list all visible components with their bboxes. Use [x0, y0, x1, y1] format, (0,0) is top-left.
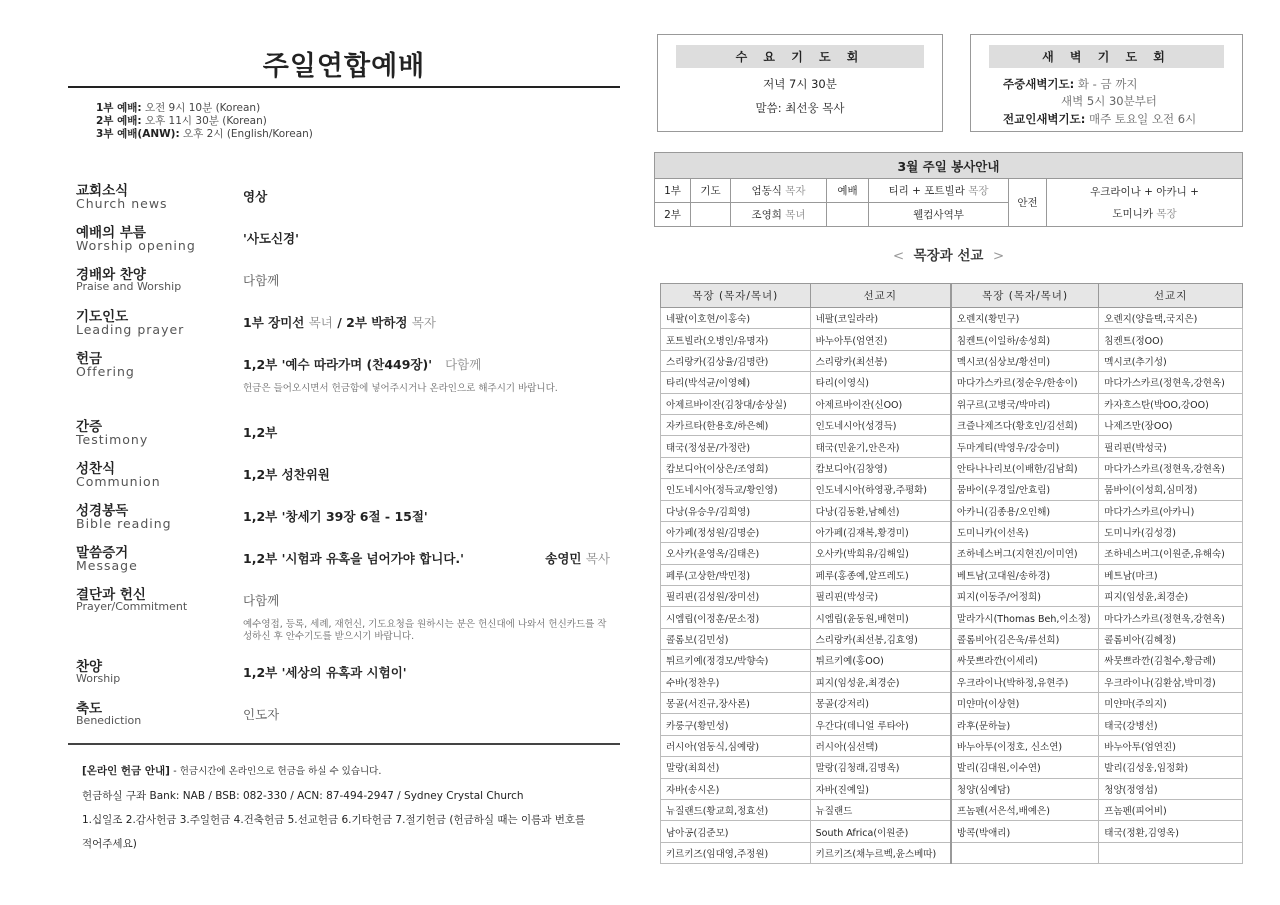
table-cell: 몽골(서진규,장사론)	[661, 693, 811, 714]
order-item: 결단과 헌신 Prayer/Commitment 다함께	[76, 587, 280, 613]
order-item: 찬양 Worship 1,2부 '세상의 유혹과 시험이'	[76, 659, 407, 685]
table-cell: 필리핀(김성원/장미선)	[661, 586, 811, 607]
table-cell: 크즐나제즈다(황호인/김선희)	[951, 414, 1099, 435]
table-row	[661, 564, 1243, 585]
table-cell: 도미니카(이선옥)	[951, 521, 1099, 542]
table-cell: 말라가시(Thomas Beh,이소정)	[951, 607, 1099, 628]
table-cell: 태국(정환,김영옥)	[1099, 821, 1243, 842]
table-row	[661, 500, 1243, 521]
order-item: 축도 Benediction 인도자	[76, 701, 280, 727]
table-cell: 수바(정찬우)	[661, 671, 811, 692]
table-cell: 싸뭇쁘라깐(이세리)	[951, 650, 1099, 671]
table-cell: 튀르키예(정경모/박향숙)	[661, 650, 811, 671]
table-cell: 러시아(심선택)	[810, 735, 951, 756]
table-row	[661, 778, 1243, 799]
table-cell: 뉴질랜드(황교희,정효선)	[661, 799, 811, 820]
table-cell: 스리랑카(김상율/김명란)	[661, 350, 811, 371]
table-row	[661, 693, 1243, 714]
order-item: 기도인도 Leading prayer 1부 장미선 목녀 / 2부 박하정 목자	[76, 309, 436, 337]
table-row	[661, 757, 1243, 778]
table-cell: 마다가스카르(정현욱,강현옥)	[1099, 607, 1243, 628]
table-row	[661, 735, 1243, 756]
table-cell: 발리(김대원,이수연)	[951, 757, 1099, 778]
table-cell: 청양(심예담)	[951, 778, 1099, 799]
table-row	[661, 457, 1243, 478]
table-cell: 카자흐스탄(박OO,강OO)	[1099, 393, 1243, 414]
table-cell: 카룽구(황민성)	[661, 714, 811, 735]
table-cell: 우크라이나(박하정,유현주)	[951, 671, 1099, 692]
table-row	[661, 543, 1243, 564]
table-cell: 프놈펜(서은석,배예은)	[951, 799, 1099, 820]
table-cell: 피지(임성윤,최경순)	[1099, 586, 1243, 607]
table-cell: 태국(정성문/가정란)	[661, 436, 811, 457]
table-row	[661, 607, 1243, 628]
table-row	[661, 586, 1243, 607]
table-cell: 오렌지(황민구)	[951, 308, 1099, 329]
table-cell: 네팔(이호현/이홍숙)	[661, 308, 811, 329]
table-cell: 태국(민윤기,안은자)	[810, 436, 951, 457]
table-cell: 튀르키예(홍OO)	[810, 650, 951, 671]
table-cell: 말랑(김청래,김명옥)	[810, 757, 951, 778]
bank-account: 헌금하실 구좌 Bank: NAB / BSB: 082-330 / ACN: 87-494-2947 / Sydney Crystal Church	[82, 790, 524, 802]
table-cell: 발리(김성웅,임정화)	[1099, 757, 1243, 778]
table-cell: 우간다(데니얼 루타아)	[810, 714, 951, 735]
table-row	[661, 521, 1243, 542]
table-cell: 페루(홍종예,알프레도)	[810, 564, 951, 585]
table-cell: 뭄바이(이성희,심미정)	[1099, 479, 1243, 500]
table-cell: 안타나나리보(이배한/김남희)	[951, 457, 1099, 478]
table-cell: 시엠립(윤동원,배현미)	[810, 607, 951, 628]
mission-header: 목장 (목자/목녀)	[661, 284, 811, 308]
table-cell: 뭄바이(우경일/안효림)	[951, 479, 1099, 500]
service-times	[96, 102, 620, 141]
preacher: 송영민 목사	[545, 551, 610, 566]
offering-note: 헌금은 들어오시면서 헌금함에 넣어주시거나 온라인으로 해주시기 바랍니다.	[243, 383, 558, 394]
table-cell: 러시아(엄동식,심예랑)	[661, 735, 811, 756]
offering-categories: 1.십일조 2.감사헌금 3.주일헌금 4.건축헌금 5.선교헌금 6.기타헌금 7.절기헌금 (헌금하실 때는 이름과 번호를	[82, 814, 586, 826]
order-item: 예배의 부름 Worship opening '사도신경'	[76, 225, 299, 253]
page-title: 주일연합예배	[68, 38, 620, 88]
table-cell: 콜롬비아(김은욱/류선희)	[951, 628, 1099, 649]
table-row	[661, 393, 1243, 414]
table-row	[661, 329, 1243, 350]
table-cell: 남아공(김준모)	[661, 821, 811, 842]
table-cell: 라후(문하늘)	[951, 714, 1099, 735]
table-cell: 침켄트(정OO)	[1099, 329, 1243, 350]
service-time-3: 3부 예배(ANW): 오후 2시 (English/Korean)	[96, 128, 313, 140]
order-item: 성경봉독 Bible reading 1,2부 '창세기 39장 6절 - 15절'	[76, 503, 428, 531]
worship-order-page	[68, 38, 620, 856]
table-row	[661, 308, 1243, 329]
table-cell: 타리(박석균/이영혜)	[661, 372, 811, 393]
table-cell: 자카르타(한용호/하은혜)	[661, 414, 811, 435]
table-cell	[1099, 842, 1243, 863]
table-cell: 베트남(고대원/송하경)	[951, 564, 1099, 585]
table-cell: 우크라이나(김환삼,박미경)	[1099, 671, 1243, 692]
wednesday-prayer-title: 수 요 기 도 회	[676, 45, 924, 68]
online-offering-header: [온라인 헌금 안내]	[82, 765, 170, 777]
table-cell: 마다가스카르(정순우/한송이)	[951, 372, 1099, 393]
service-time-1: 1부 예배: 오전 9시 10분 (Korean)	[96, 102, 261, 114]
table-cell: 위구르(고병국/박마리)	[951, 393, 1099, 414]
mission-header: 목장 (목자/목녀)	[951, 284, 1099, 308]
table-cell: 아가페(정성원/김명순)	[661, 521, 811, 542]
table-cell: 인도네시아(성경득)	[810, 414, 951, 435]
table-cell: 뉴질랜드	[810, 799, 951, 820]
table-cell: 베트남(마크)	[1099, 564, 1243, 585]
table-cell: 청양(정영섭)	[1099, 778, 1243, 799]
table-cell: 캄보디아(이상은/조영희)	[661, 457, 811, 478]
table-cell: 피지(임성윤,최경순)	[810, 671, 951, 692]
table-cell: 스리랑카(최선봉)	[810, 350, 951, 371]
table-cell: 스리랑카(최선봉,김효영)	[810, 628, 951, 649]
table-cell: 오사카(윤영옥/김태은)	[661, 543, 811, 564]
volunteer-table: 3월 주일 봉사안내 1부 기도 엄동식 목자 예배 티리 + 포트빌라 목장 안전 우크라이나 + 아카니 + 도미니카 목장 2부 조영희 목녀 웰컴사역부	[654, 152, 1243, 227]
table-cell: 콜롬비아(김혜정)	[1099, 628, 1243, 649]
table-cell: 아가페(김재복,황경미)	[810, 521, 951, 542]
table-row	[661, 628, 1243, 649]
table-cell: 방콕(박애리)	[951, 821, 1099, 842]
table-cell: 태국(강병선)	[1099, 714, 1243, 735]
dawn-prayer-title: 새 벽 기 도 회	[989, 45, 1224, 68]
mission-table	[660, 283, 1243, 864]
table-cell: South Africa(이원준)	[810, 821, 951, 842]
table-cell: 필리핀(박성국)	[1099, 436, 1243, 457]
mission-header: 선교지	[1099, 284, 1243, 308]
mission-section-title: < 목장과 선교 >	[892, 248, 1005, 264]
order-item: 경배와 찬양 Praise and Worship 다함께	[76, 267, 280, 293]
table-row	[661, 479, 1243, 500]
table-cell: 포트빌라(오병인/유명자)	[661, 329, 811, 350]
table-cell: 필리핀(박성국)	[810, 586, 951, 607]
online-offering-info: [온라인 헌금 안내] - 헌금시간에 온라인으로 헌금을 하실 수 있습니다. 헌금하실 구좌 Bank: NAB / BSB: 082-330 / ACN: 87-494-2947 / Sydney Crystal Church 1.십일조 2.감사헌금 3.주일헌금 4.건축헌금 5.선교헌금 6.기타헌금 7.절기헌금 (헌금하실 때는 이름과 번호를 적어주세요)	[68, 743, 620, 856]
order-item: 헌금 Offering 1,2부 '예수 따라가며 (찬449장)' 다함께	[76, 351, 482, 379]
table-row	[661, 671, 1243, 692]
table-row	[661, 372, 1243, 393]
table-cell: 인도네시아(하영광,주평화)	[810, 479, 951, 500]
table-cell: 캄보디아(김창영)	[810, 457, 951, 478]
table-cell: 아제르바이잔(신OO)	[810, 393, 951, 414]
table-cell: 자바(송시온)	[661, 778, 811, 799]
table-cell: 시엠립(이정훈/문소정)	[661, 607, 811, 628]
table-cell: 피지(이동주/어정희)	[951, 586, 1099, 607]
mission-header: 선교지	[810, 284, 951, 308]
table-cell: 오사카(박희유/김해일)	[810, 543, 951, 564]
table-cell: 프놈펜(피어비)	[1099, 799, 1243, 820]
table-cell: 네팔(코일라라)	[810, 308, 951, 329]
table-cell: 침켄트(이일하/송성희)	[951, 329, 1099, 350]
worship-order	[68, 179, 620, 739]
table-cell: 두마게티(박영우/강승미)	[951, 436, 1099, 457]
commitment-note: 예수영접, 등록, 세례, 재헌신, 기도요청을 원하시는 분은 헌신대에 나와서 헌신카드를 작성하신 후 안수기도를 받으시기 바랍니다.	[243, 619, 607, 642]
order-item: 간증 Testimony 1,2부	[76, 419, 278, 447]
dawn-prayer-box: 새 벽 기 도 회 주중새벽기도: 화 - 금 까지 새벽 5시 30분부터 전교인새벽기도: 매주 토요일 오전 6시	[970, 34, 1243, 132]
table-cell: 조하네스버그(이원준,유해숙)	[1099, 543, 1243, 564]
table-cell: 바누아투(엄연진)	[810, 329, 951, 350]
table-cell: 몽골(강저리)	[810, 693, 951, 714]
order-item: 말씀증거 Message 1,2부 '시험과 유혹을 넘어가야 합니다.' 송영민 목사	[76, 545, 610, 573]
order-item: 성찬식 Communion 1,2부 성찬위원	[76, 461, 330, 489]
table-row	[661, 350, 1243, 371]
table-cell: 다낭(김동환,남혜선)	[810, 500, 951, 521]
table-row	[661, 650, 1243, 671]
wednesday-prayer-box: 수 요 기 도 회 저녁 7시 30분 말씀: 최선웅 목사	[657, 34, 943, 132]
table-row	[661, 799, 1243, 820]
table-cell: 마다가스카르(정현욱,강현옥)	[1099, 372, 1243, 393]
table-cell: 콜롬보(김민성)	[661, 628, 811, 649]
table-row	[661, 436, 1243, 457]
volunteer-title: 3월 주일 봉사안내	[655, 153, 1243, 179]
table-cell: 아제르바이잔(김창대/송상실)	[661, 393, 811, 414]
table-cell: 멕시코(심상보/황선미)	[951, 350, 1099, 371]
table-cell: 마다가스카르(아카니)	[1099, 500, 1243, 521]
service-time-2: 2부 예배: 오후 11시 30분 (Korean)	[96, 115, 267, 127]
table-cell: 싸뭇쁘라깐(김철수,황금례)	[1099, 650, 1243, 671]
table-cell: 키르키즈(채누르벡,윤스베따)	[810, 842, 951, 863]
table-row	[661, 821, 1243, 842]
order-item: 교회소식 Church news 영상	[76, 183, 268, 211]
table-cell: 페루(고상한/박민정)	[661, 564, 811, 585]
table-cell: 말랑(최희선)	[661, 757, 811, 778]
table-cell: 도미니카(김성경)	[1099, 521, 1243, 542]
table-cell: 오렌지(양을택,국지은)	[1099, 308, 1243, 329]
table-cell: 아카니(김종용/오인해)	[951, 500, 1099, 521]
table-cell	[951, 842, 1099, 863]
table-cell: 마다가스카르(정현욱,강현옥)	[1099, 457, 1243, 478]
table-cell: 자바(진예일)	[810, 778, 951, 799]
table-cell: 미얀마(이상현)	[951, 693, 1099, 714]
table-cell: 바누아투(이정호, 신소연)	[951, 735, 1099, 756]
table-row	[661, 842, 1243, 863]
table-row	[661, 714, 1243, 735]
table-cell: 미얀마(주의지)	[1099, 693, 1243, 714]
table-cell: 바누아투(엄연진)	[1099, 735, 1243, 756]
table-cell: 조하네스버그(지현진/이미연)	[951, 543, 1099, 564]
table-row	[661, 414, 1243, 435]
table-cell: 멕시코(추기성)	[1099, 350, 1243, 371]
table-cell: 나제즈만(장OO)	[1099, 414, 1243, 435]
table-cell: 인도네시아(정득교/황인영)	[661, 479, 811, 500]
table-cell: 다낭(유승우/김희영)	[661, 500, 811, 521]
table-cell: 타리(이영식)	[810, 372, 951, 393]
table-cell: 키르키즈(임대영,주정원)	[661, 842, 811, 863]
